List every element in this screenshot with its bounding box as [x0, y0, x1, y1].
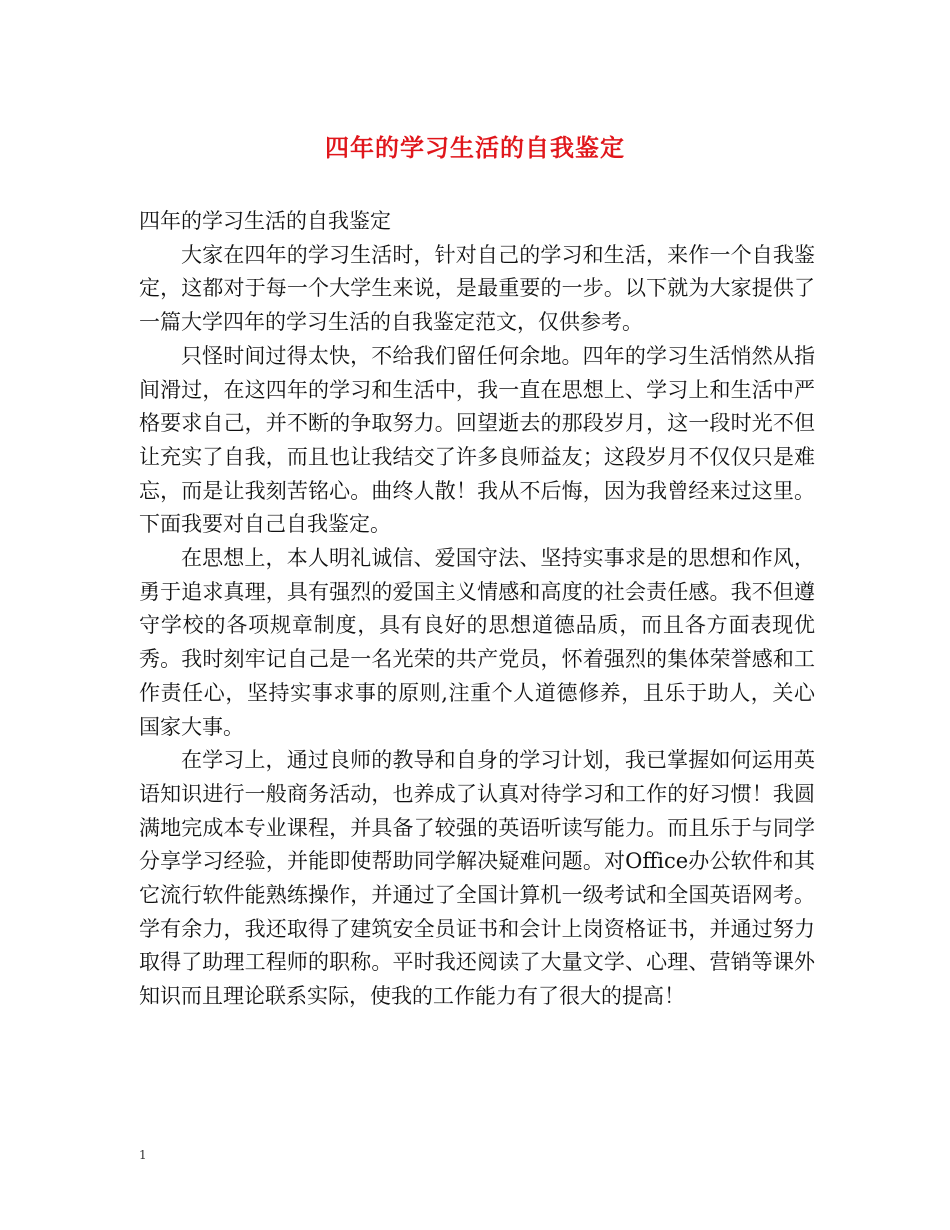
paragraph-reflection: 只怪时间过得太快，不给我们留任何余地。四年的学习生活悄然从指间滑过，在这四年的学习和生活中，我一直在思想上、学习上和生活中严格要求自己，并不断的争取努力。回望逝去的那段岁月，这一段时光不但让充实了自我，而且也让我结交了许多良师益友；这段岁月不仅仅只是难忘，而是让我刻苦铭心。曲终人散！我从不后悔，因为我曾经来过这里。下面我要对自己自我鉴定。: [139, 343, 815, 537]
paragraph-ideology: 在思想上，本人明礼诚信、爱国守法、坚持实事求是的思想和作风，勇于追求真理，具有强烈的爱国主义情感和高度的社会责任感。我不但遵守学校的各项规章制度，具有良好的思想道德品质，而且各方面表现优秀。我时刻牢记自己是一名光荣的共产党员，怀着强烈的集体荣誉感和工作责任心，坚持实事求事的原则,注重个人道德修养，且乐于助人，关心国家大事。: [139, 546, 815, 739]
paragraph-study: 在学习上，通过良师的教导和自身的学习计划，我已掌握如何运用英语知识进行一般商务活动，也养成了认真对待学习和工作的好习惯！我圆满地完成本专业课程，并具备了较强的英语听读写能力。而且乐于与同学分享学习经验，并能即使帮助同学解决疑难问题。对Office办公软件和其它流行软件能熟练操作，并通过了全国计算机一级考试和全国英语网考。学有余力，我还取得了建筑安全员证书和会计上岗资格证书，并通过努力取得了助理工程师的职称。平时我还阅读了大量文学、心理、营销等课外知识而且理论联系实际，使我的工作能力有了很大的提高！: [139, 748, 815, 1009]
document-body: [139, 205, 815, 1014]
page-number: 1: [139, 1148, 147, 1162]
paragraph-intro: 大家在四年的学习生活时，针对自己的学习和生活，来作一个自我鉴定，这都对于每一个大学生来说，是最重要的一步。以下就为大家提供了一篇大学四年的学习生活的自我鉴定范文，仅供参考。: [139, 242, 815, 335]
document-title: 四年的学习生活的自我鉴定: [325, 133, 625, 162]
subheading: 四年的学习生活的自我鉴定: [139, 209, 391, 233]
